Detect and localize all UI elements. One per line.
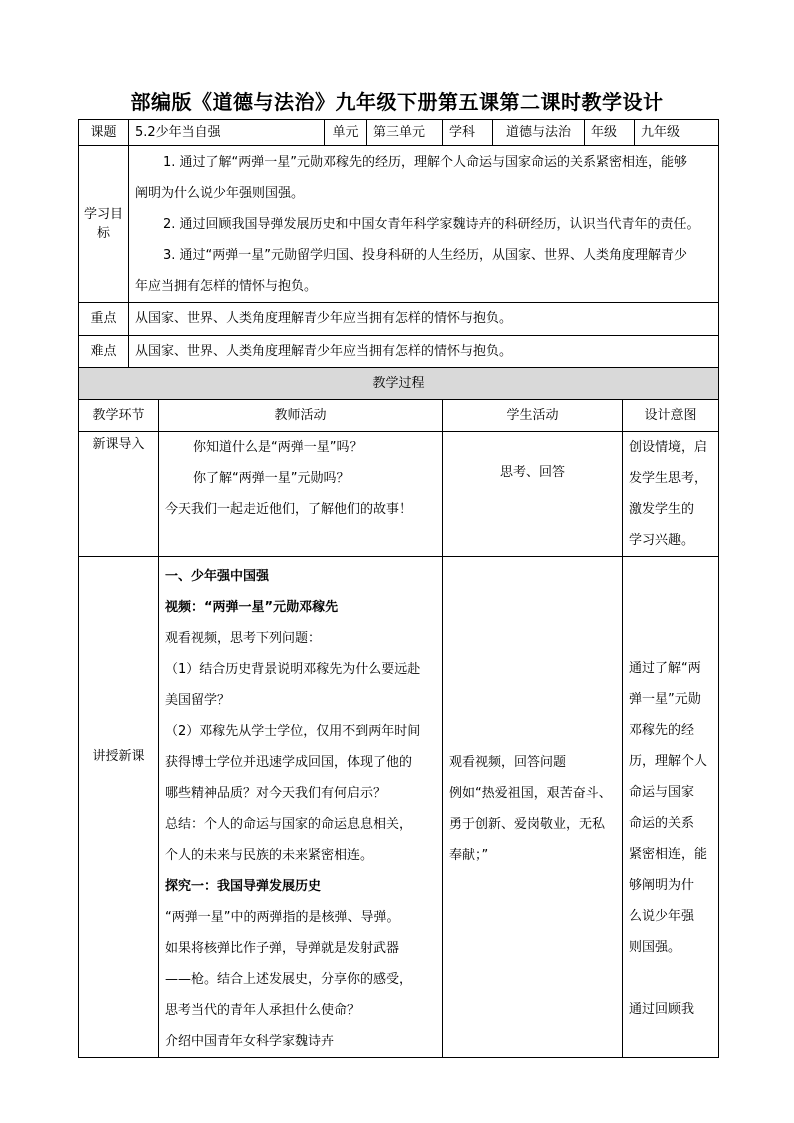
goal-line: 3. 通过“两弹一星”元勋留学归国、投身科研的人生经历，从国家、世界、人类角度理解青少	[163, 248, 688, 263]
page-title: 部编版《道德与法治》九年级下册第五课第二课时教学设计	[130, 90, 664, 114]
teacher-line: 你知道什么是“两弹一星”吗？	[193, 440, 363, 455]
intent-line: 学习兴趣。	[629, 533, 695, 548]
difficulty-label: 难点	[79, 336, 129, 369]
intent-line: 够阐明为什	[629, 878, 695, 893]
teacher-line: 获得博士学位并迅速学成回国，体现了他的	[165, 755, 413, 770]
grade-label: 年级	[585, 120, 635, 146]
teacher-line: “两弹一星”中的两弹指的是核弹、导弹。	[165, 910, 400, 925]
lecture-student-activity	[443, 557, 623, 1058]
difficulty-value: 从国家、世界、人类角度理解青少年应当拥有怎样的情怀与抱负。	[129, 336, 719, 369]
teacher-line: 你了解“两弹一星”元勋吗？	[193, 471, 350, 486]
explore-title: 探究一：我国导弹发展历史	[165, 879, 322, 894]
teacher-line: 个人的未来与民族的未来紧密相连。	[165, 848, 374, 863]
topic-value: 5.2少年当自强	[129, 120, 325, 146]
lecture-stage: 讲授新课	[79, 557, 159, 1058]
teacher-line: 美国留学？	[165, 693, 231, 708]
teacher-line: ——枪。结合上述发展史，分享你的感受，	[165, 972, 413, 987]
goals-content	[129, 146, 719, 303]
grade-value: 九年级	[635, 120, 719, 146]
intent-line: 则国强。	[629, 940, 682, 955]
subject-value: 道德与法治	[493, 120, 585, 146]
intent-line: 激发学生的	[629, 502, 695, 517]
teacher-line: 今天我们一起走近他们，了解他们的故事！	[165, 502, 413, 517]
goals-label: 学习目标	[79, 146, 129, 303]
intent-line: 紧密相连，能	[629, 847, 708, 862]
lecture-intent	[623, 557, 719, 1058]
teacher-line: 总结：个人的命运与国家的命运息息相关，	[165, 817, 413, 832]
student-line: 勇于创新、爱岗敬业，无私	[449, 817, 606, 832]
teacher-line: （2）邓稼先从学士学位，仅用不到两年时间	[165, 724, 421, 739]
student-line: 奉献；”	[449, 848, 489, 863]
lecture-teacher-activity	[159, 557, 443, 1058]
teacher-line: 哪些精神品质？对今天我们有何启示？	[165, 786, 387, 801]
video-title: 视频：“两弹一星”元勋邓稼先	[165, 600, 339, 615]
intro-intent	[623, 432, 719, 557]
intent-line: 弹一星”元勋	[629, 692, 701, 707]
subject-label: 学科	[443, 120, 493, 146]
col-intent-header: 设计意图	[623, 400, 719, 432]
col-teacher-header: 教师活动	[159, 400, 443, 432]
section-title: 一、少年强中国强	[165, 569, 270, 584]
intro-student-activity: 思考、回答	[443, 432, 623, 557]
intent-line: 命运的关系	[629, 816, 695, 831]
lesson-info-table	[78, 119, 719, 369]
unit-value: 第三单元	[367, 120, 443, 146]
goal-line: 年应当拥有怎样的情怀与抱负。	[135, 279, 318, 294]
teacher-line: （1）结合历史背景说明邓稼先为什么要远赴	[165, 662, 421, 677]
teaching-process-table	[78, 367, 719, 1058]
goal-line: 2. 通过回顾我国导弹发展历史和中国女青年科学家魏诗卉的科研经历，认识当代青年的责任。	[163, 217, 700, 232]
student-line: 观看视频，回答问题	[449, 755, 567, 770]
teacher-line: 思考当代的青年人承担什么使命？	[165, 1003, 361, 1018]
intent-line: 发学生思考，	[629, 471, 708, 486]
intent-line: 通过了解“两	[629, 661, 701, 676]
intent-line: 邓稼先的经	[629, 723, 695, 738]
teacher-line: 观看视频，思考下列问题：	[165, 631, 322, 646]
teacher-line: 介绍中国青年女科学家魏诗卉	[165, 1034, 335, 1049]
goal-line: 1. 通过了解“两弹一星”元勋邓稼先的经历，理解个人命运与国家命运的关系紧密相连，能够	[163, 155, 688, 170]
col-student-header: 学生活动	[443, 400, 623, 432]
topic-label: 课题	[79, 120, 129, 146]
process-title: 教学过程	[79, 368, 719, 400]
intro-teacher-activity	[159, 432, 443, 557]
col-stage-header: 教学环节	[79, 400, 159, 432]
key-point-value: 从国家、世界、人类角度理解青少年应当拥有怎样的情怀与抱负。	[129, 303, 719, 336]
teacher-line: 如果将核弹比作子弹，导弹就是发射武器	[165, 941, 400, 956]
intent-line: 通过回顾我	[629, 1002, 695, 1017]
intro-stage: 新课导入	[79, 432, 159, 557]
intent-line: 么说少年强	[629, 909, 695, 924]
intent-line: 创设情境，启	[629, 440, 708, 455]
student-line: 例如“热爱祖国，艰苦奋斗、	[449, 786, 612, 801]
goal-line: 阐明为什么说少年强则国强。	[135, 186, 305, 201]
key-point-label: 重点	[79, 303, 129, 336]
intent-line: 命运与国家	[629, 785, 695, 800]
intent-line: 历，理解个人	[629, 754, 708, 769]
unit-label: 单元	[325, 120, 367, 146]
